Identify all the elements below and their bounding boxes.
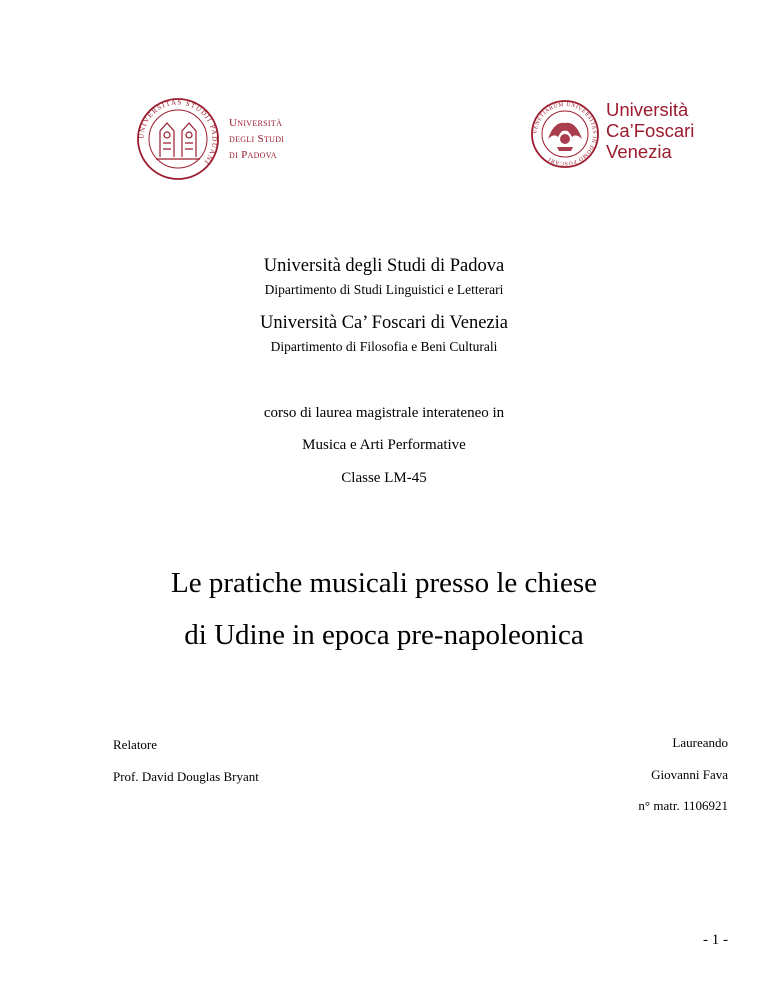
padova-wordmark-line: di Padova (229, 149, 277, 161)
foscari-wordmark-line: Venezia (606, 141, 672, 162)
university-padova-name: Università degli Studi di Padova (263, 256, 505, 276)
course-name: Musica e Arti Performative (302, 437, 466, 453)
padova-seal-logo (136, 97, 220, 181)
candidate-matricola: n° matr. 1106921 (638, 798, 728, 813)
thesis-title-line-1: Le pratiche musicali presso le chiese (171, 567, 597, 599)
padova-wordmark-line: degli Studi (229, 133, 285, 145)
page-number: - 1 - (703, 932, 728, 948)
thesis-title-line-2: di Udine in epoca pre-napoleonica (184, 619, 584, 651)
supervisor-label: Relatore (113, 737, 158, 752)
foscari-wordmark-line: Università (606, 99, 689, 120)
university-venezia-name: Università Ca’ Foscari di Venezia (260, 313, 508, 333)
foscari-wordmark-line: Ca’Foscari (606, 120, 695, 141)
foscari-seal-text: VENETIARUM UNIVERSITAS IN DOMO FOSCARI (532, 101, 598, 167)
foscari-wordmark (606, 99, 694, 162)
svg-text:VENETIARUM UNIVERSITAS IN DOMO (533, 102, 597, 166)
candidate-label: Laureando (672, 735, 728, 750)
padova-wordmark-line: Università (229, 117, 283, 129)
course-intro: corso di laurea magistrale interateneo in (263, 405, 505, 421)
supervisor-name: Prof. David Douglas Bryant (113, 769, 259, 784)
foscari-seal-logo (530, 99, 600, 169)
candidate-name: Giovanni Fava (651, 767, 728, 782)
padova-seal-text: UNIVERSITAS STUDII PADUANI (137, 98, 219, 167)
department-venezia: Dipartimento di Filosofia e Beni Culturali (270, 339, 498, 354)
course-class: Classe LM-45 (341, 470, 427, 486)
padova-wordmark (229, 115, 284, 163)
department-padova: Dipartimento di Studi Linguistici e Letterari (264, 282, 504, 297)
